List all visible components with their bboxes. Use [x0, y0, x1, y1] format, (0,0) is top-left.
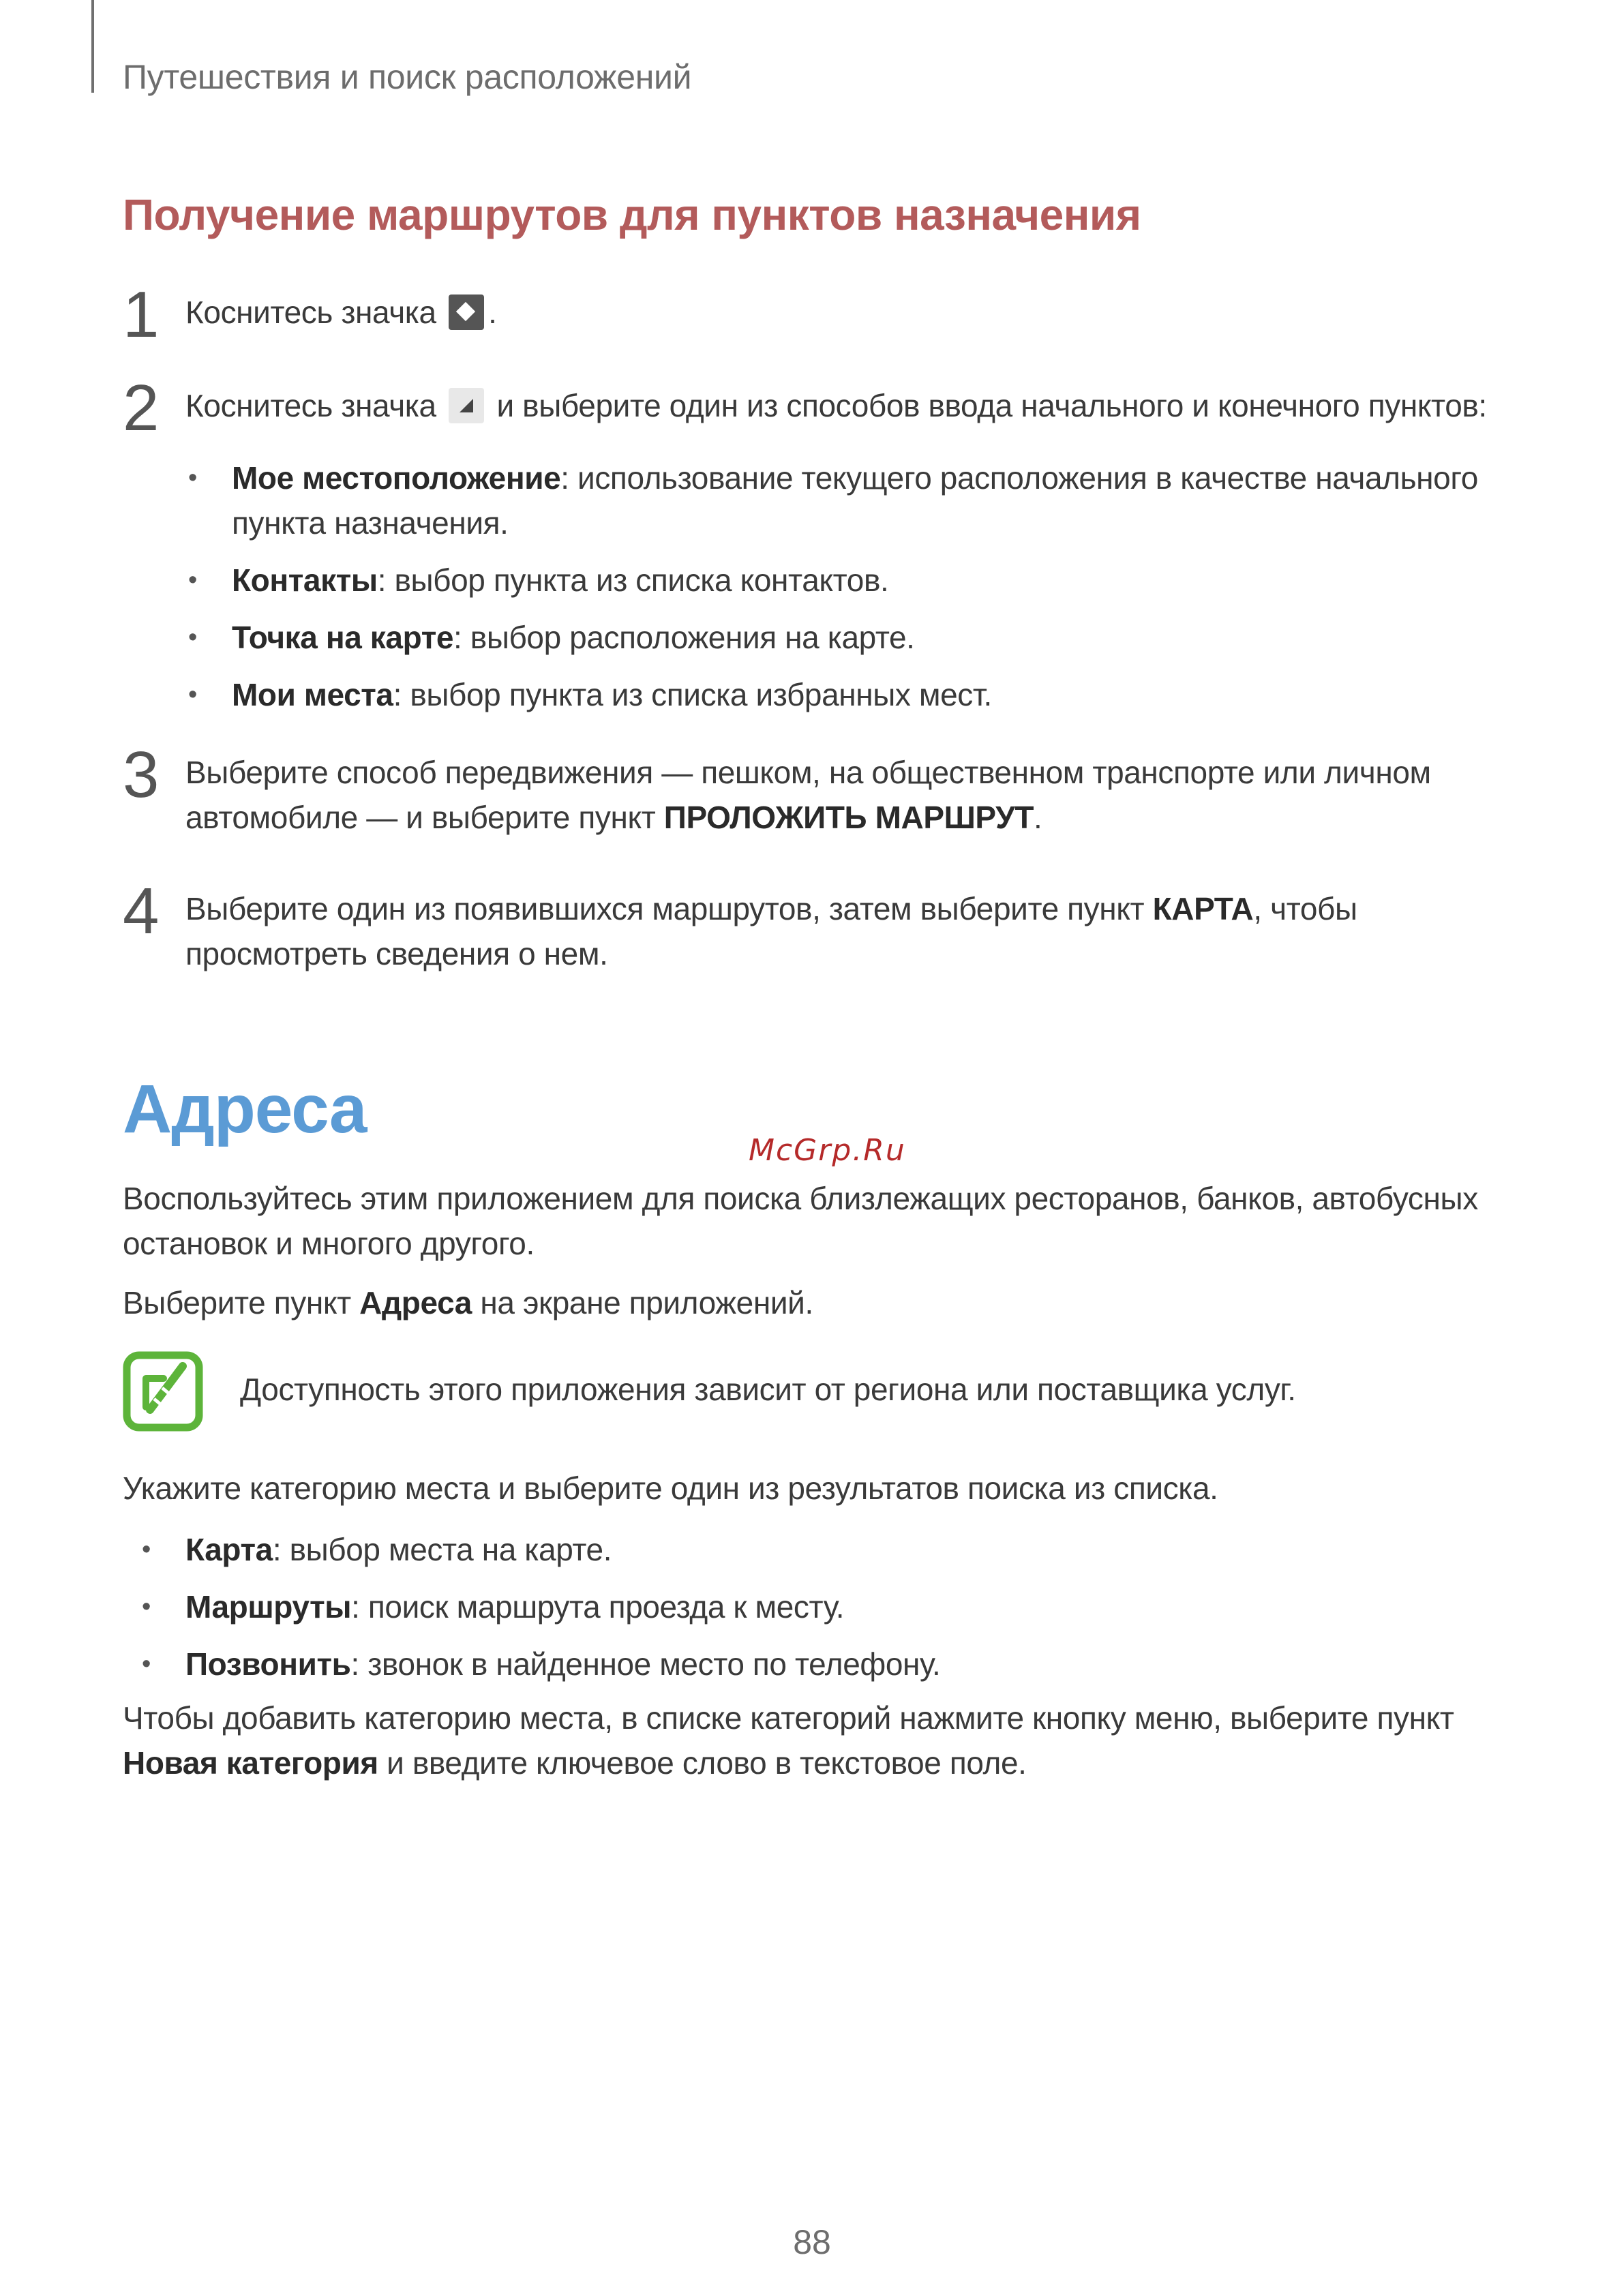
option-desc: : звонок в найденное место по телефону.	[350, 1646, 941, 1682]
select-app-label: Адреса	[359, 1285, 472, 1320]
step-number: 2	[123, 372, 160, 444]
note-icon	[123, 1351, 203, 1432]
select-after: на экране приложений.	[480, 1285, 813, 1320]
step-text-after: и выберите один из способов ввода начального и конечного пунктов:	[496, 388, 1487, 423]
step-number: 3	[123, 738, 160, 811]
list-item	[185, 558, 1515, 603]
option-term: Мое местоположение	[232, 460, 561, 496]
step-action-label: ПРОЛОЖИТЬ МАРШРУТ	[663, 800, 1034, 835]
step-text	[185, 750, 1514, 840]
option-desc: : выбор места на карте.	[272, 1532, 612, 1567]
step-number: 4	[123, 875, 160, 948]
option-term: Позвонить	[185, 1646, 351, 1682]
option-term: Контакты	[232, 562, 378, 598]
directions-icon	[449, 294, 484, 330]
option-term: Точка на карте	[232, 620, 454, 655]
final-bold-label: Новая категория	[123, 1745, 378, 1781]
addresses-instruction: Укажите категорию места и выберите один из результатов поиска из списка.	[123, 1470, 1218, 1506]
running-header: Путешествия и поиск расположений	[123, 58, 692, 96]
final-after: и введите ключевое слово в текстовое поле.	[387, 1745, 1027, 1781]
step-text-before: Коснитесь значка	[185, 294, 436, 330]
option-desc: : выбор пункта из списка контактов.	[377, 562, 889, 598]
addresses-intro: Воспользуйтесь этим приложением для поиска близлежащих ресторанов, банков, автобусных остановок и многого другого.	[123, 1181, 1478, 1261]
watermark: McGrp.Ru	[749, 1133, 906, 1168]
note-text: Доступность этого приложения зависит от региона или поставщика услуг.	[240, 1372, 1296, 1407]
addresses-options	[139, 1527, 1503, 1687]
step-text-after: .	[1034, 800, 1042, 835]
addresses-title: Адреса	[123, 1071, 367, 1147]
addresses-select	[123, 1280, 1514, 1325]
option-desc: : поиск маршрута проезда к месту.	[351, 1589, 845, 1625]
step-text-before: Выберите способ передвижения — пешком, на общественном транспорте или личном автомобиле — и выберите пункт	[185, 755, 1431, 835]
list-item	[139, 1584, 1503, 1629]
input-method-icon	[449, 388, 484, 423]
select-before: Выберите пункт	[123, 1285, 351, 1320]
option-desc: : использование текущего расположения в качестве начального пункта назначения.	[232, 460, 1478, 541]
list-item	[185, 455, 1515, 545]
option-desc: : выбор пункта из списка избранных мест.	[393, 677, 992, 712]
list-item	[185, 672, 1515, 717]
page-number: 88	[793, 2223, 831, 2261]
option-term: Карта	[185, 1532, 273, 1567]
list-item	[185, 615, 1515, 660]
option-term: Мои места	[232, 677, 393, 712]
list-item	[139, 1642, 1503, 1687]
step-text-after: .	[488, 294, 497, 330]
header-rule	[91, 0, 94, 93]
option-desc: : выбор расположения на карте.	[453, 620, 915, 655]
step-number: 1	[123, 278, 160, 351]
step-text	[185, 383, 1514, 428]
step-action-label: КАРТА	[1152, 891, 1254, 926]
list-item	[139, 1527, 1503, 1572]
option-term: Маршруты	[185, 1589, 352, 1625]
final-before: Чтобы добавить категорию места, в списке категорий нажмите кнопку меню, выберите пункт	[123, 1700, 1454, 1736]
step-text-before: Выберите один из появившихся маршрутов, затем выберите пункт	[185, 891, 1145, 926]
step-text-before: Коснитесь значка	[185, 388, 436, 423]
step-text	[185, 290, 1514, 335]
step-text	[185, 886, 1514, 976]
addresses-final	[123, 1695, 1514, 1785]
section-title: Получение маршрутов для пунктов назначения	[123, 190, 1141, 239]
step-2-options	[185, 455, 1515, 717]
step-text-after: , чтобы просмотреть сведения о нем.	[185, 891, 1357, 971]
